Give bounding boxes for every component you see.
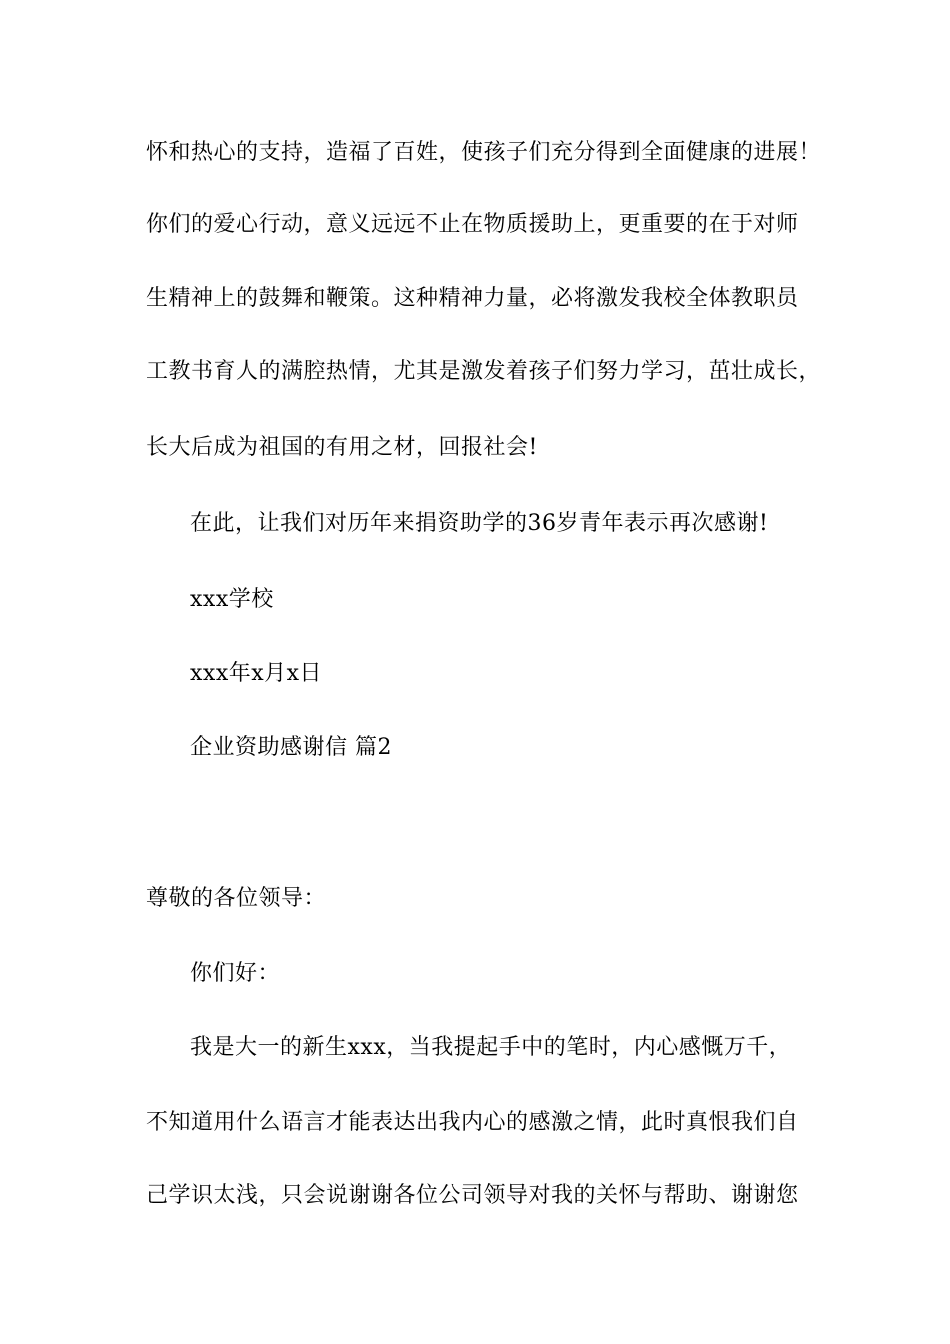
paragraph-line: 我是大一的新生xxx，当我提起手中的笔时，内心感慨万千， xyxy=(190,1035,792,1060)
paragraph-line: 怀和热心的支持，造福了百姓，使孩子们充分得到全面健康的进展！ xyxy=(146,140,822,165)
paragraph-line: 在此，让我们对历年来捐资助学的36岁青年表示再次感谢! xyxy=(190,511,769,536)
section-heading: 企业资助感谢信 篇2 xyxy=(190,735,392,760)
paragraph-line: 长大后成为祖国的有用之材，回报社会! xyxy=(146,435,538,460)
date-line: xxx年x月x日 xyxy=(190,661,323,686)
paragraph-line: 工教书育人的满腔热情，尤其是激发着孩子们努力学习，茁壮成长， xyxy=(146,359,822,384)
salutation: 尊敬的各位领导： xyxy=(146,886,327,911)
paragraph-line: 不知道用什么语言才能表达出我内心的感激之情，此时真恨我们自 xyxy=(146,1110,799,1135)
school-signature: xxx学校 xyxy=(190,587,274,612)
greeting: 你们好： xyxy=(190,961,281,986)
paragraph-line: 己学识太浅，只会说谢谢各位公司领导对我的关怀与帮助、谢谢您 xyxy=(146,1183,799,1208)
paragraph-line: 你们的爱心行动，意义远远不止在物质援助上，更重要的在于对师 xyxy=(146,212,799,237)
paragraph-line: 生精神上的鼓舞和鞭策。这种精神力量，必将激发我校全体教职员 xyxy=(146,286,799,311)
